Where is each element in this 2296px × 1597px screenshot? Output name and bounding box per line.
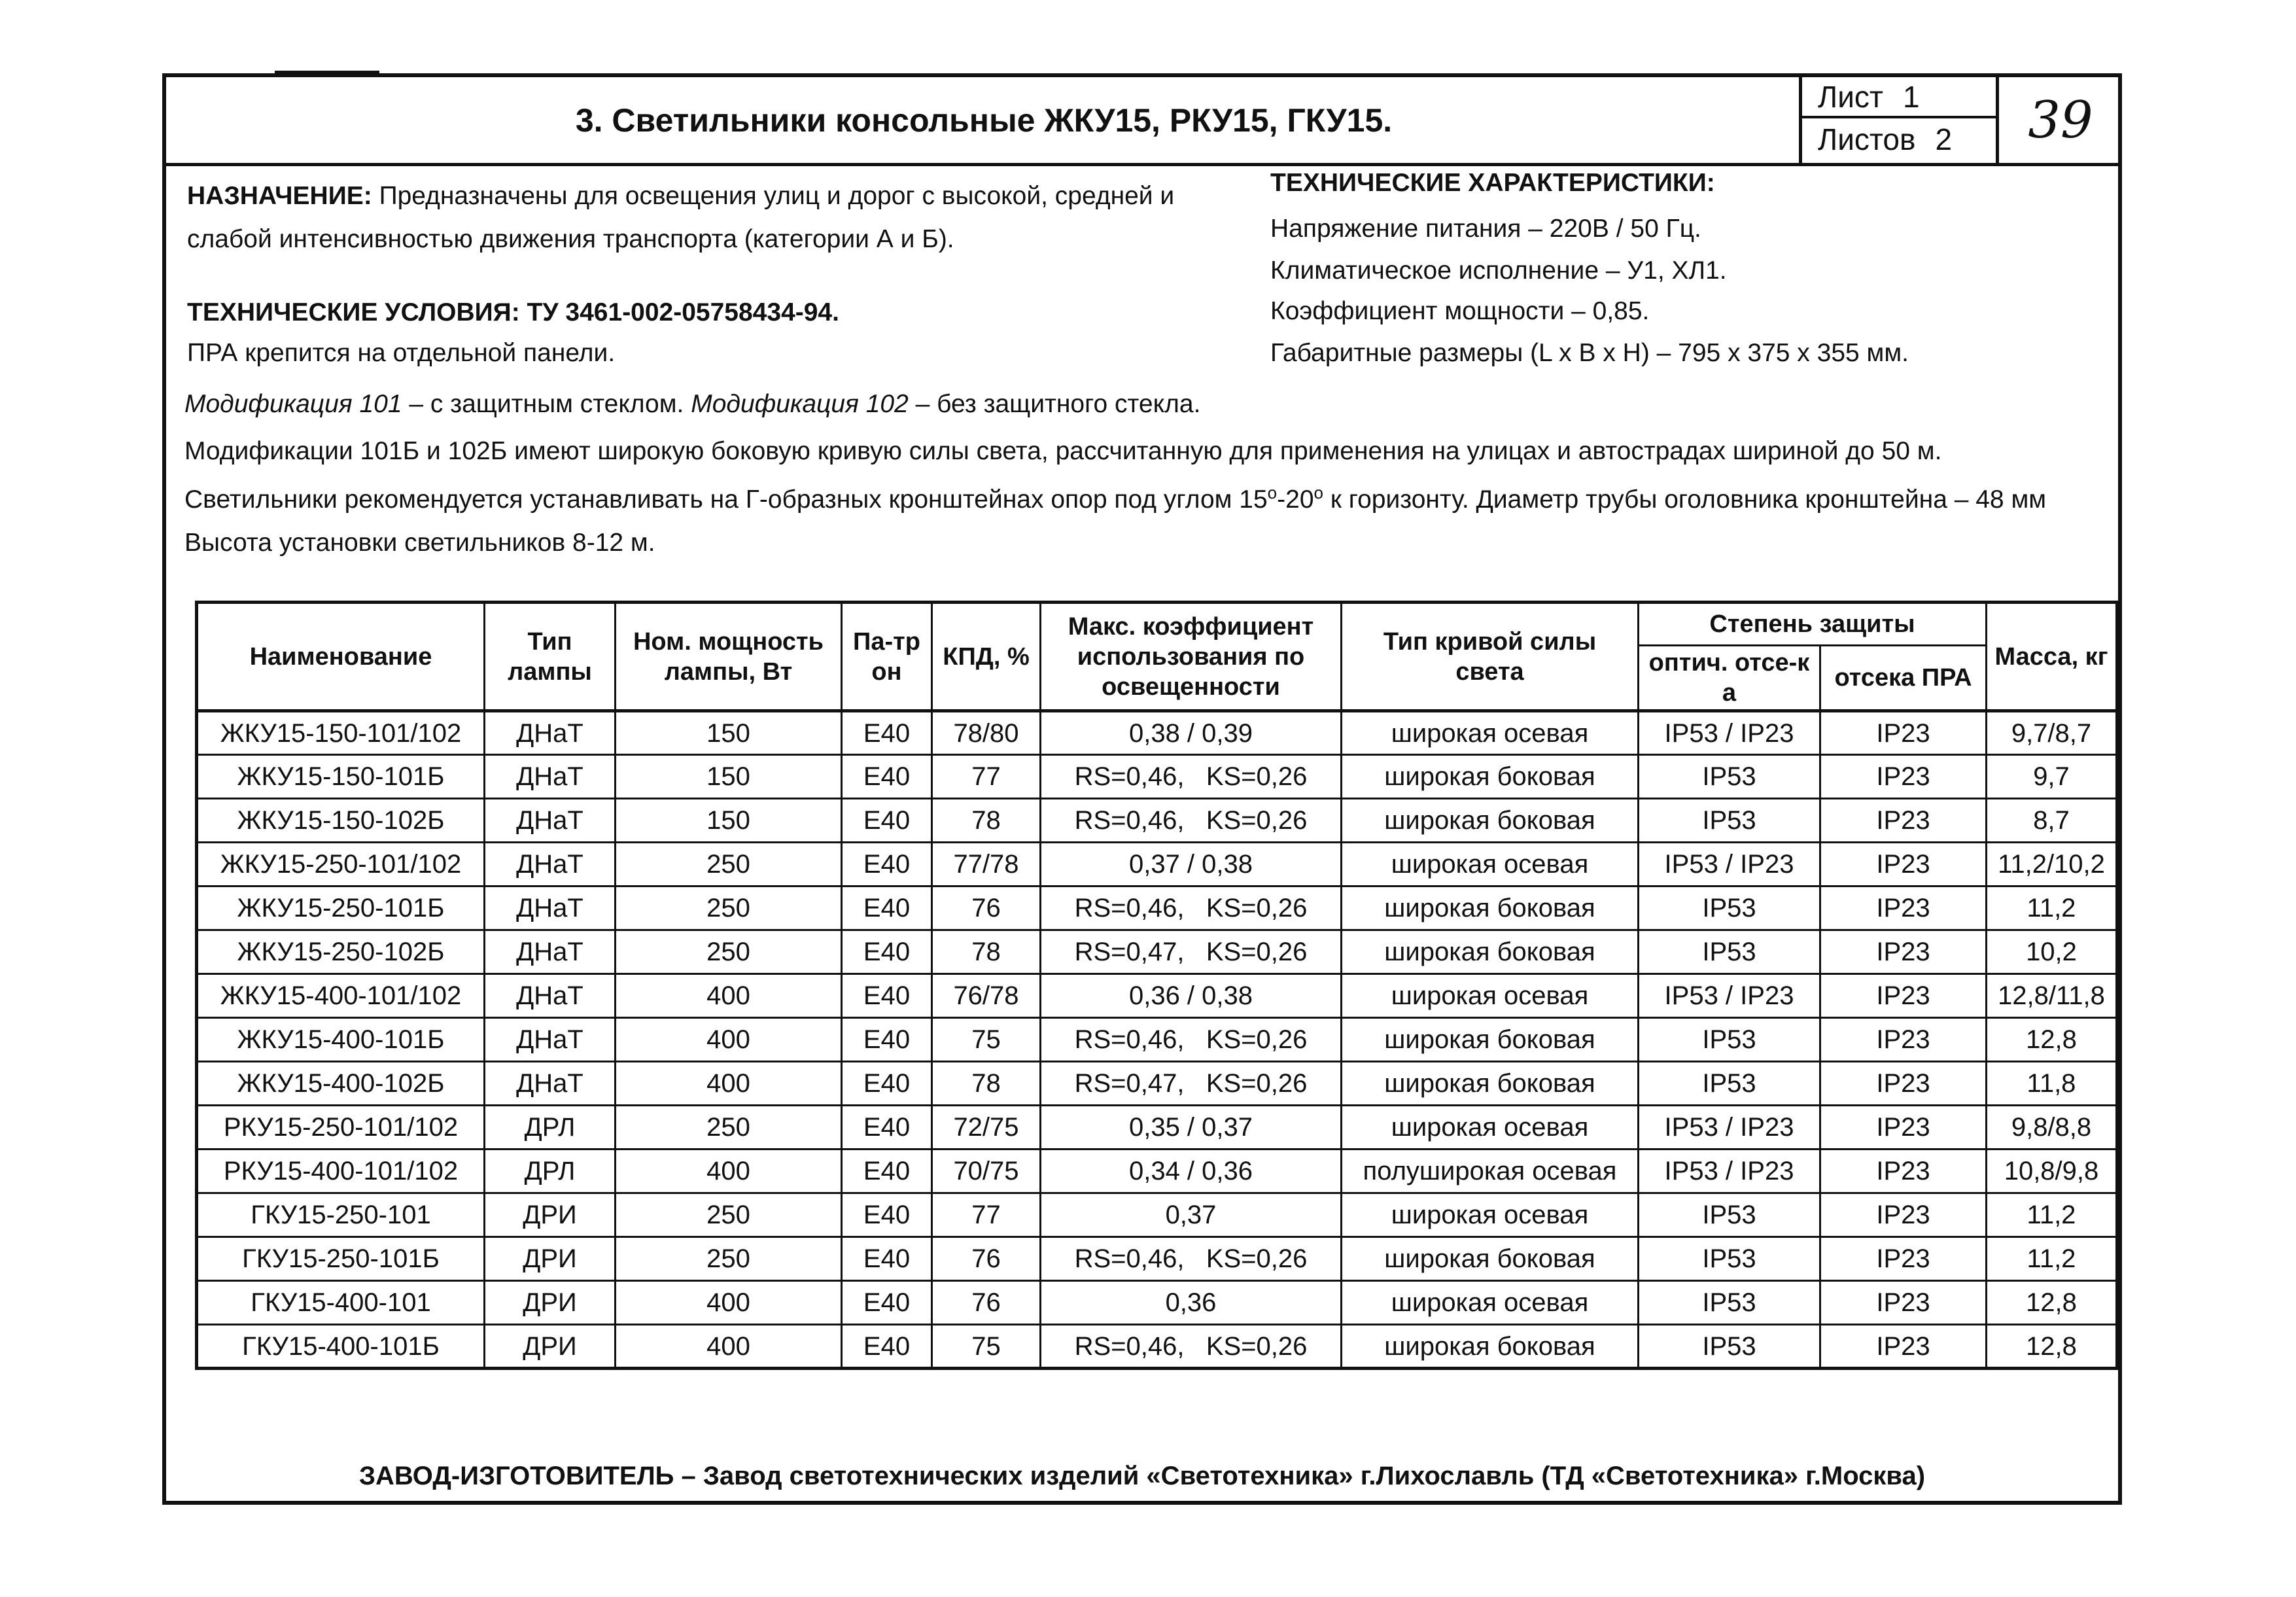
efficiency-cell: 70/75 [932,1149,1041,1193]
mass-cell: 11,2 [1987,1193,2117,1237]
utilization-cell: 0,37 / 0,38 [1041,843,1342,886]
optic-protection-cell: IP53 [1639,1281,1820,1325]
socket-cell: Е40 [842,1149,932,1193]
header-curve: Тип кривой силы света [1342,603,1639,711]
lamp-type-cell: ДНаТ [485,843,616,886]
socket-cell: Е40 [842,1325,932,1369]
table-row [197,1149,2117,1193]
page-number: 39 [2028,90,2093,150]
mass-cell: 8,7 [1987,799,2117,843]
lamp-type-cell: ДНаТ [485,974,616,1018]
utilization-cell: 0,35 / 0,37 [1041,1106,1342,1149]
tech-climate: Климатическое исполнение – У1, ХЛ1. [1270,256,1727,285]
power-cell: 150 [616,711,842,755]
luminaire-spec-table [195,601,2119,1370]
name-cell: ГКУ15-400-101 [197,1281,485,1325]
pra-protection-cell: IP23 [1820,755,1987,799]
curve-cell: широкая осевая [1342,1193,1639,1237]
header-protection: Степень защиты [1639,603,1987,646]
pra-protection-cell: IP23 [1820,974,1987,1018]
degree-mark: о [1267,483,1278,502]
efficiency-cell: 76/78 [932,974,1041,1018]
table-row [197,1106,2117,1149]
mass-cell: 9,7 [1987,755,2117,799]
utilization-cell: 0,36 / 0,38 [1041,974,1342,1018]
sheets-cell [1802,118,1996,160]
power-cell: 400 [616,1281,842,1325]
optic-protection-cell: IP53 [1639,799,1820,843]
sheet-info-box [1799,77,1999,163]
table-body [197,711,2117,1369]
degree-mark: о [1313,483,1323,502]
efficiency-cell: 75 [932,1018,1041,1062]
optic-protection-cell: IP53 / IP23 [1639,843,1820,886]
socket-cell: Е40 [842,1062,932,1106]
utilization-cell: 0,37 [1041,1193,1342,1237]
modifications-line [184,390,1200,419]
manufacturer-footer: ЗАВОД-ИЗГОТОВИТЕЛЬ – Завод светотехнических изделий «Светотехника» г.Лихославль (ТД «Светотехника» г.Москва) [358,1462,1926,1490]
socket-cell: Е40 [842,1193,932,1237]
curve-cell: широкая боковая [1342,1062,1639,1106]
socket-cell: Е40 [842,1018,932,1062]
tech-power-factor: Коэффициент мощности – 0,85. [1270,297,1650,325]
header-lamp-type: Тип лампы [485,603,616,711]
efficiency-cell: 77/78 [932,843,1041,886]
purpose-label: НАЗНАЧЕНИЕ: [187,182,372,210]
power-cell: 400 [616,974,842,1018]
lamp-type-cell: ДРЛ [485,1149,616,1193]
utilization-cell: 0,34 / 0,36 [1041,1149,1342,1193]
lamp-type-cell: ДРЛ [485,1106,616,1149]
socket-cell: Е40 [842,1106,932,1149]
socket-cell: Е40 [842,974,932,1018]
efficiency-cell: 78/80 [932,711,1041,755]
efficiency-cell: 77 [932,1193,1041,1237]
pra-protection-cell: IP23 [1820,930,1987,974]
mod101-text: – с защитным стеклом. [402,390,691,418]
mass-cell: 10,2 [1987,930,2117,974]
power-cell: 150 [616,799,842,843]
utilization-cell: RS=0,46, KS=0,26 [1041,755,1342,799]
curve-cell: полуширокая осевая [1342,1149,1639,1193]
sheets-label: Листов [1818,122,1916,156]
table-row [197,1325,2117,1369]
curve-cell: широкая боковая [1342,930,1639,974]
tech-dimensions: Габаритные размеры (L x B x H) – 795 x 375 x 355 мм. [1270,339,1909,367]
efficiency-cell: 78 [932,799,1041,843]
pra-protection-cell: IP23 [1820,711,1987,755]
power-cell: 250 [616,1237,842,1281]
curve-cell: широкая осевая [1342,974,1639,1018]
lamp-type-cell: ДНаТ [485,1018,616,1062]
header-socket: Па-трон [842,603,932,711]
header-power: Ном. мощность лампы, Вт [616,603,842,711]
mass-cell: 9,8/8,8 [1987,1106,2117,1149]
curve-cell: широкая боковая [1342,1237,1639,1281]
curve-cell: широкая осевая [1342,1106,1639,1149]
table-row [197,843,2117,886]
mass-cell: 12,8 [1987,1018,2117,1062]
optic-protection-cell: IP53 [1639,755,1820,799]
utilization-cell: RS=0,46, KS=0,26 [1041,799,1342,843]
efficiency-cell: 72/75 [932,1106,1041,1149]
pra-protection-cell: IP23 [1820,1018,1987,1062]
utilization-cell: RS=0,46, KS=0,26 [1041,1325,1342,1369]
height-line: Высота установки светильников 8-12 м. [184,529,655,557]
efficiency-cell: 78 [932,930,1041,974]
header-efficiency: КПД, % [932,603,1041,711]
mod102-text: – без защитного стекла. [908,390,1201,418]
utilization-cell: RS=0,47, KS=0,26 [1041,930,1342,974]
sheets-value: 2 [1935,122,1953,156]
power-cell: 250 [616,1106,842,1149]
title-block [166,77,2118,166]
mass-cell: 12,8 [1987,1281,2117,1325]
power-cell: 250 [616,1193,842,1237]
efficiency-cell: 76 [932,1237,1041,1281]
efficiency-cell: 75 [932,1325,1041,1369]
mass-cell: 10,8/9,8 [1987,1149,2117,1193]
curve-cell: широкая осевая [1342,711,1639,755]
pra-protection-cell: IP23 [1820,1325,1987,1369]
tech-voltage: Напряжение питания – 220В / 50 Гц. [1270,215,1701,243]
utilization-cell: RS=0,46, KS=0,26 [1041,1237,1342,1281]
page-title: 3. Светильники консольные ЖКУ15, РКУ15, ГКУ15. [575,101,1393,139]
name-cell: ЖКУ15-400-101Б [197,1018,485,1062]
mass-cell: 12,8 [1987,1325,2117,1369]
efficiency-cell: 78 [932,1062,1041,1106]
mass-cell: 11,8 [1987,1062,2117,1106]
name-cell: ГКУ15-250-101 [197,1193,485,1237]
efficiency-cell: 76 [932,1281,1041,1325]
name-cell: ГКУ15-400-101Б [197,1325,485,1369]
curve-cell: широкая осевая [1342,843,1639,886]
pra-protection-cell: IP23 [1820,1281,1987,1325]
technical-conditions: ТЕХНИЧЕСКИЕ УСЛОВИЯ: ТУ 3461-002-05758434-94. [187,298,839,326]
socket-cell: Е40 [842,1281,932,1325]
pra-protection-cell: IP23 [1820,1149,1987,1193]
table-row [197,886,2117,930]
pra-note: ПРА крепится на отдельной панели. [187,339,616,367]
header-utilization: Макс. коэффициент использования по освещенности [1041,603,1342,711]
optic-protection-cell: IP53 [1639,1062,1820,1106]
tech-title: ТЕХНИЧЕСКИЕ ХАРАКТЕРИСТИКИ: [1270,169,1715,197]
pra-protection-cell: IP23 [1820,1106,1987,1149]
efficiency-cell: 76 [932,886,1041,930]
lamp-type-cell: ДНаТ [485,930,616,974]
mass-cell: 12,8/11,8 [1987,974,2117,1018]
curve-cell: широкая боковая [1342,1325,1639,1369]
lamp-type-cell: ДНаТ [485,799,616,843]
socket-cell: Е40 [842,930,932,974]
table-row [197,1281,2117,1325]
modification-b-line: Модификации 101Б и 102Б имеют широкую боковую кривую силы света, рассчитанную для применения на улицах и автострадах шириной до 50 м. [184,437,1942,465]
lamp-type-cell: ДРИ [485,1325,616,1369]
optic-protection-cell: IP53 [1639,1018,1820,1062]
mod102-label: Модификация 102 [691,390,909,418]
mass-cell: 11,2 [1987,886,2117,930]
optic-protection-cell: IP53 [1639,1193,1820,1237]
name-cell: ЖКУ15-150-102Б [197,799,485,843]
name-cell: РКУ15-400-101/102 [197,1149,485,1193]
table-row [197,799,2117,843]
lamp-type-cell: ДРИ [485,1281,616,1325]
optic-protection-cell: IP53 / IP23 [1639,974,1820,1018]
curve-cell: широкая осевая [1342,1281,1639,1325]
power-cell: 250 [616,886,842,930]
optic-protection-cell: IP53 [1639,886,1820,930]
power-cell: 400 [616,1062,842,1106]
power-cell: 250 [616,843,842,886]
sheet-cell [1802,77,1996,118]
socket-cell: Е40 [842,711,932,755]
header-optic-compartment: оптич. отсе-ка [1639,646,1820,711]
utilization-cell: RS=0,46, KS=0,26 [1041,886,1342,930]
optic-protection-cell: IP53 [1639,1325,1820,1369]
pra-protection-cell: IP23 [1820,843,1987,886]
lamp-type-cell: ДНаТ [485,1062,616,1106]
mass-cell: 11,2/10,2 [1987,843,2117,886]
curve-cell: широкая боковая [1342,799,1639,843]
sheet-value: 1 [1902,79,1920,114]
mod101-label: Модификация 101 [184,390,402,418]
power-cell: 400 [616,1149,842,1193]
utilization-cell: RS=0,46, KS=0,26 [1041,1018,1342,1062]
name-cell: РКУ15-250-101/102 [197,1106,485,1149]
curve-cell: широкая боковая [1342,1018,1639,1062]
curve-cell: широкая боковая [1342,755,1639,799]
socket-cell: Е40 [842,886,932,930]
efficiency-cell: 77 [932,755,1041,799]
purpose-line-1 [187,182,1174,211]
table-row [197,974,2117,1018]
table-row [197,755,2117,799]
lamp-type-cell: ДНаТ [485,711,616,755]
table-row [197,1193,2117,1237]
utilization-cell: 0,36 [1041,1281,1342,1325]
socket-cell: Е40 [842,1237,932,1281]
pra-protection-cell: IP23 [1820,1062,1987,1106]
optic-protection-cell: IP53 / IP23 [1639,1106,1820,1149]
table-row [197,930,2117,974]
table-row [197,711,2117,755]
pra-protection-cell: IP23 [1820,886,1987,930]
lamp-type-cell: ДРИ [485,1237,616,1281]
header-pra-compartment: отсека ПРА [1820,646,1987,711]
optic-protection-cell: IP53 [1639,1237,1820,1281]
table-row [197,1062,2117,1106]
header-mass: Масса, кг [1987,603,2117,711]
purpose-text-1: Предназначены для освещения улиц и дорог с высокой, средней и [372,182,1175,210]
mass-cell: 11,2 [1987,1237,2117,1281]
pra-protection-cell: IP23 [1820,1237,1987,1281]
name-cell: ЖКУ15-250-101/102 [197,843,485,886]
header-name: Наименование [197,603,485,711]
mass-cell: 9,7/8,7 [1987,711,2117,755]
installation-line [184,483,2046,514]
optic-protection-cell: IP53 / IP23 [1639,1149,1820,1193]
lamp-type-cell: ДРИ [485,1193,616,1237]
name-cell: ЖКУ15-150-101Б [197,755,485,799]
optic-protection-cell: IP53 [1639,930,1820,974]
table-row [197,1237,2117,1281]
name-cell: ЖКУ15-250-101Б [197,886,485,930]
power-cell: 150 [616,755,842,799]
lamp-type-cell: ДНаТ [485,755,616,799]
name-cell: ГКУ15-250-101Б [197,1237,485,1281]
socket-cell: Е40 [842,799,932,843]
purpose-line-2: слабой интенсивностью движения транспорта (категории А и Б). [187,225,954,253]
optic-protection-cell: IP53 / IP23 [1639,711,1820,755]
name-cell: ЖКУ15-400-102Б [197,1062,485,1106]
sheet-label: Лист [1818,79,1883,114]
installation-text-c: к горизонту. Диаметр трубы оголовника кронштейна – 48 мм [1323,485,2047,514]
power-cell: 400 [616,1325,842,1369]
power-cell: 400 [616,1018,842,1062]
installation-text-a: Светильники рекомендуется устанавливать на Г-образных кронштейнах опор под углом 15 [184,485,1268,514]
name-cell: ЖКУ15-250-102Б [197,930,485,974]
utilization-cell: RS=0,47, KS=0,26 [1041,1062,1342,1106]
pra-protection-cell: IP23 [1820,799,1987,843]
utilization-cell: 0,38 / 0,39 [1041,711,1342,755]
socket-cell: Е40 [842,755,932,799]
curve-cell: широкая боковая [1342,886,1639,930]
lamp-type-cell: ДНаТ [485,886,616,930]
power-cell: 250 [616,930,842,974]
socket-cell: Е40 [842,843,932,886]
pra-protection-cell: IP23 [1820,1193,1987,1237]
name-cell: ЖКУ15-400-101/102 [197,974,485,1018]
installation-text-b: -20 [1277,485,1314,514]
table-row [197,1018,2117,1062]
name-cell: ЖКУ15-150-101/102 [197,711,485,755]
